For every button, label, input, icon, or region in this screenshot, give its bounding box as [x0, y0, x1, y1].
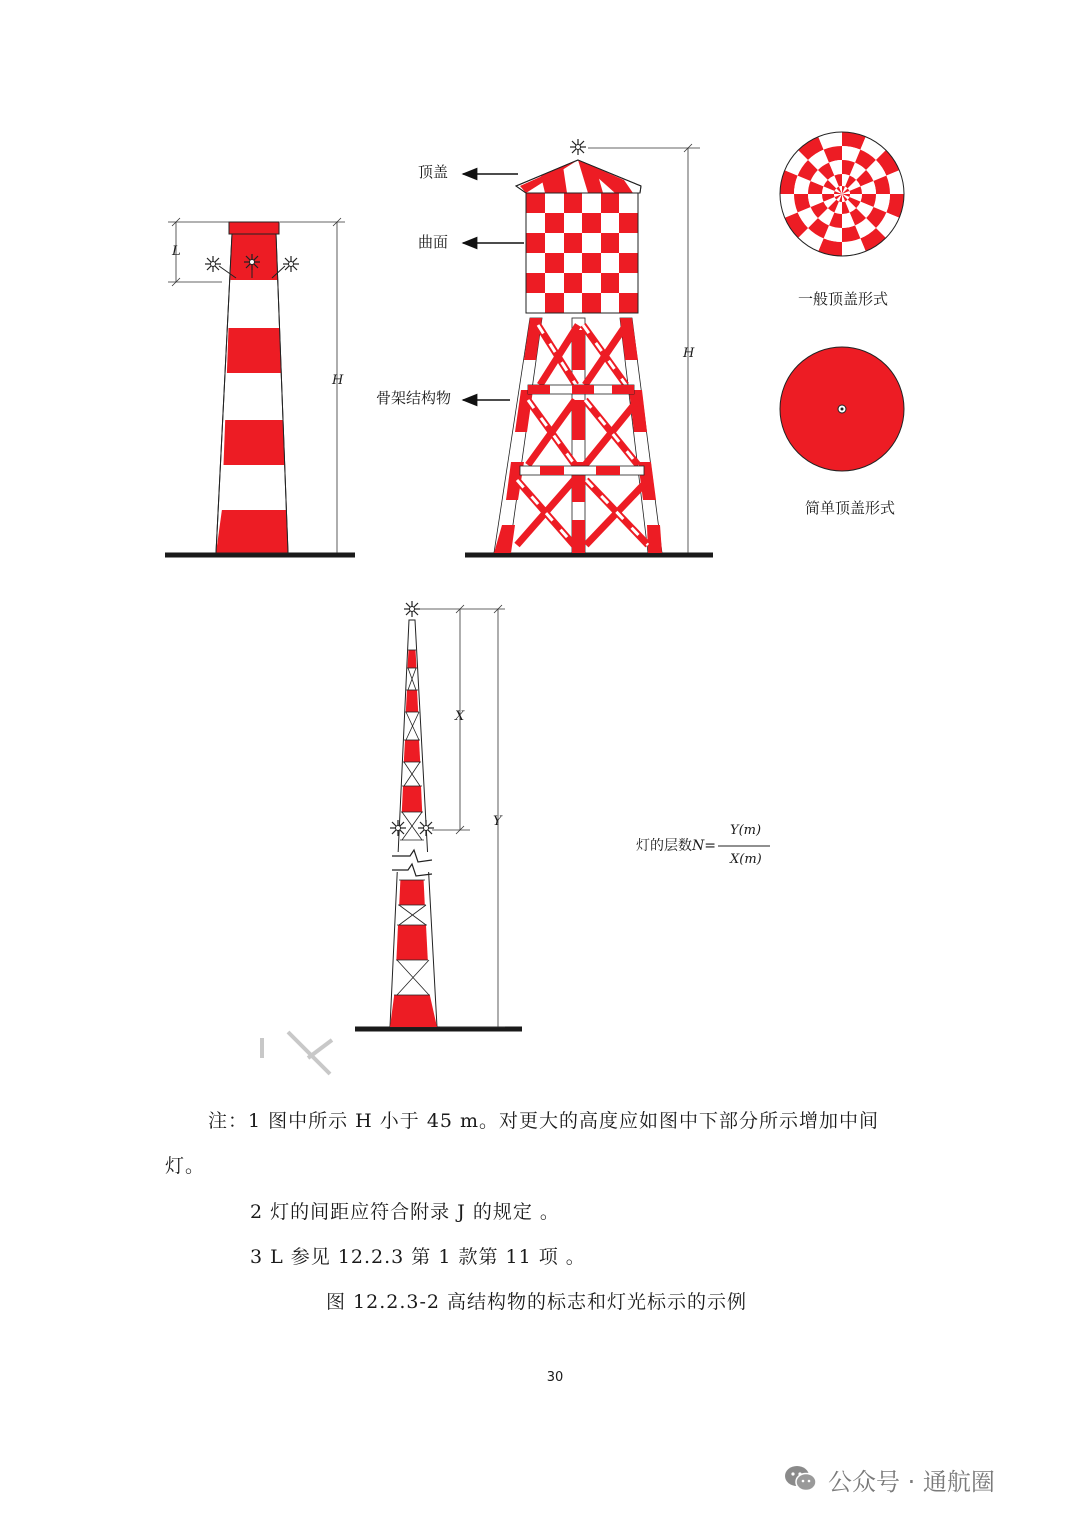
formula-prefix-text: 灯的层数	[636, 838, 692, 854]
watermark	[784, 1462, 995, 1496]
label-top-cover: 顶盖	[418, 163, 449, 181]
dim-label-Y: Y	[493, 814, 502, 829]
light-star-icon	[390, 820, 406, 836]
label-curved-surface: 曲面	[418, 233, 449, 251]
label-general-top-cover-form: 一般顶盖形式	[798, 290, 889, 308]
note-1-line-2: 灯。	[165, 1155, 206, 1177]
light-star-icon	[404, 601, 420, 617]
light-star-icon	[570, 139, 586, 155]
figure-caption: 图 12.2.3-2 高结构物的标志和灯光标示的示例	[326, 1291, 748, 1313]
page-number: 30	[546, 1370, 564, 1385]
water-tower-arrows	[463, 174, 524, 400]
scan-artifact	[262, 1032, 332, 1074]
light-star-icon	[205, 256, 221, 272]
formula-prefix	[636, 839, 716, 853]
label-simple-top-cover-form: 简单顶盖形式	[805, 499, 896, 517]
dim-label-H-chimney: H	[332, 373, 344, 388]
wechat-icon	[784, 1464, 818, 1494]
water-tower-lights	[570, 139, 586, 155]
note-3: 3 L 参见 12.2.3 第 1 款第 11 项 。	[250, 1246, 586, 1268]
light-star-icon	[244, 254, 260, 270]
water-tower-structure	[465, 160, 713, 555]
formula-var: N	[692, 838, 705, 854]
general-top-cover-disk	[780, 132, 904, 256]
dim-label-L: L	[172, 244, 181, 259]
chimney-structure	[165, 222, 355, 555]
formula-numerator: Y(m)	[730, 823, 762, 838]
simple-top-cover-disk	[780, 347, 904, 471]
dim-label-X: X	[455, 709, 465, 724]
label-skeleton-structure: 骨架结构物	[376, 389, 452, 407]
watermark-text: 公众号 · 通航圈	[828, 1467, 995, 1496]
dim-label-H-tower: H	[683, 346, 695, 361]
note-2: 2 灯的间距应符合附录 J 的规定 。	[250, 1201, 560, 1223]
note-1-line-1: 注：1 图中所示 H 小于 45 m。对更大的高度应如图中下部分所示增加中间	[208, 1110, 880, 1132]
light-star-icon	[418, 820, 434, 836]
formula-denominator: X(m)	[730, 852, 762, 867]
chimney-lights	[205, 254, 299, 278]
formula-eq: =	[704, 838, 716, 854]
light-star-icon	[283, 256, 299, 272]
